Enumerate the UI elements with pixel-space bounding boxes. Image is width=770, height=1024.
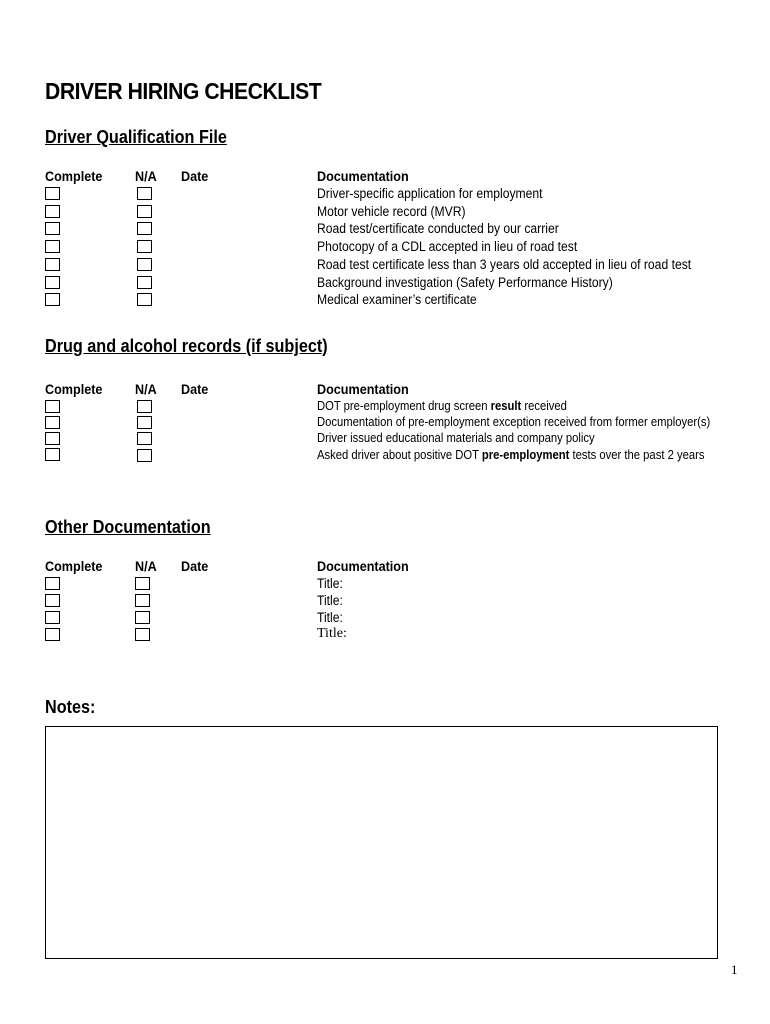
na-checkbox[interactable] — [137, 400, 152, 413]
column-header-documentation: Documentation — [317, 168, 409, 184]
na-checkbox[interactable] — [137, 293, 152, 306]
notes-title: Notes: — [45, 697, 96, 717]
na-checkbox[interactable] — [137, 187, 152, 200]
complete-checkbox[interactable] — [45, 432, 60, 445]
complete-checkbox[interactable] — [45, 594, 60, 607]
document-title-field[interactable]: Title: — [317, 626, 347, 641]
document-item: Road test/certificate conducted by our carrier — [317, 221, 559, 236]
column-header-complete: Complete — [45, 558, 103, 574]
na-checkbox[interactable] — [137, 432, 152, 445]
na-checkbox[interactable] — [137, 276, 152, 289]
document-item: Medical examiner’s certificate — [317, 292, 477, 307]
column-header-na: N/A — [135, 558, 157, 574]
complete-checkbox[interactable] — [45, 628, 60, 641]
complete-checkbox[interactable] — [45, 448, 60, 461]
document-item: Driver issued educational materials and company policy — [317, 431, 595, 445]
complete-checkbox[interactable] — [45, 222, 60, 235]
na-checkbox[interactable] — [137, 258, 152, 271]
document-title-field[interactable]: Title: — [317, 576, 343, 591]
na-checkbox[interactable] — [137, 222, 152, 235]
notes-box[interactable] — [45, 726, 718, 959]
complete-checkbox[interactable] — [45, 611, 60, 624]
page-number: 1 — [731, 962, 738, 977]
complete-checkbox[interactable] — [45, 577, 60, 590]
document-item: Motor vehicle record (MVR) — [317, 204, 466, 219]
document-item: Documentation of pre-employment exception received from former employer(s) — [317, 415, 711, 429]
column-header-documentation: Documentation — [317, 558, 409, 574]
section-title-drug-alcohol: Drug and alcohol records (if subject) — [45, 336, 328, 356]
na-checkbox[interactable] — [135, 628, 150, 641]
complete-checkbox[interactable] — [45, 205, 60, 218]
section-title-qualification: Driver Qualification File — [45, 127, 227, 147]
complete-checkbox[interactable] — [45, 293, 60, 306]
document-item: Asked driver about positive DOT pre-employment tests over the past 2 years — [317, 448, 705, 462]
complete-checkbox[interactable] — [45, 416, 60, 429]
section-title-other: Other Documentation — [45, 517, 211, 537]
complete-checkbox[interactable] — [45, 258, 60, 271]
complete-checkbox[interactable] — [45, 276, 60, 289]
document-title-field[interactable]: Title: — [317, 610, 343, 625]
column-header-complete: Complete — [45, 168, 103, 184]
column-header-na: N/A — [135, 168, 157, 184]
document-title-field[interactable]: Title: — [317, 593, 343, 608]
document-item: Road test certificate less than 3 years old accepted in lieu of road test — [317, 257, 692, 272]
document-item: Background investigation (Safety Performance History) — [317, 275, 613, 290]
na-checkbox[interactable] — [135, 594, 150, 607]
column-header-complete: Complete — [45, 381, 103, 397]
page-title: DRIVER HIRING CHECKLIST — [45, 78, 322, 104]
complete-checkbox[interactable] — [45, 240, 60, 253]
column-header-na: N/A — [135, 381, 157, 397]
column-header-date: Date — [181, 381, 209, 397]
complete-checkbox[interactable] — [45, 400, 60, 413]
na-checkbox[interactable] — [135, 577, 150, 590]
document-item: Photocopy of a CDL accepted in lieu of road test — [317, 239, 578, 254]
document-item: DOT pre-employment drug screen result received — [317, 399, 567, 413]
na-checkbox[interactable] — [135, 611, 150, 624]
document-item: Driver-specific application for employment — [317, 186, 543, 201]
column-header-date: Date — [181, 168, 209, 184]
na-checkbox[interactable] — [137, 205, 152, 218]
na-checkbox[interactable] — [137, 240, 152, 253]
column-header-date: Date — [181, 558, 209, 574]
complete-checkbox[interactable] — [45, 187, 60, 200]
na-checkbox[interactable] — [137, 449, 152, 462]
na-checkbox[interactable] — [137, 416, 152, 429]
column-header-documentation: Documentation — [317, 381, 409, 397]
